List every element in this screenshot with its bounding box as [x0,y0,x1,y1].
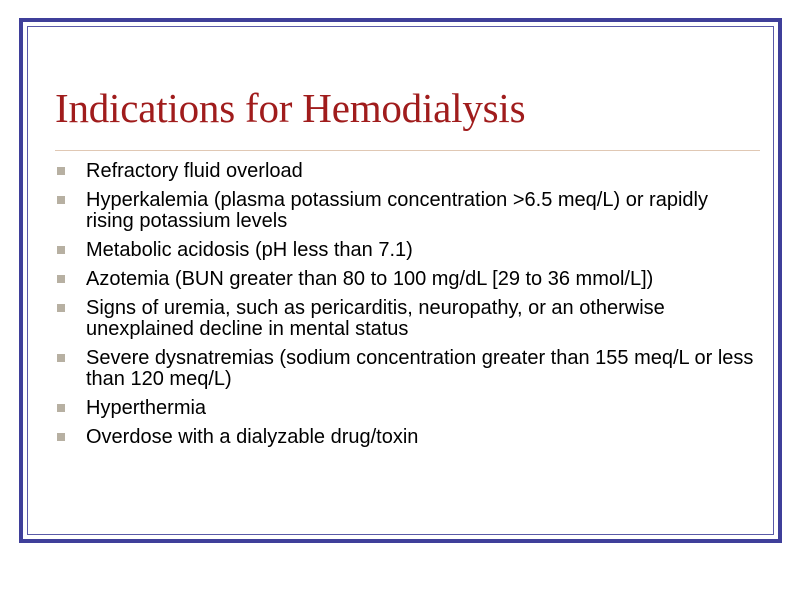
bullet-item [55,348,755,390]
bullet-item [55,427,755,448]
bullet-text: Severe dysnatremias (sodium concentration greater than 155 meq/L or less than 120 meq/L) [86,347,754,390]
bullet-text: Overdose with a dialyzable drug/toxin [86,426,419,448]
bullet-text: Azotemia (BUN greater than 80 to 100 mg/dL [29 to 36 mmol/L]) [86,268,654,290]
square-bullet-icon [57,354,65,362]
square-bullet-icon [57,196,65,204]
bullet-text: Hyperthermia [86,397,207,419]
square-bullet-icon [57,275,65,283]
bullet-text: Signs of uremia, such as pericarditis, neuropathy, or an otherwise unexplained decline in mental status [86,297,665,340]
title-divider [55,150,760,151]
bullet-item [55,240,755,261]
bullet-list [55,161,755,456]
bullet-item [55,298,755,340]
bullet-item [55,398,755,419]
slide-title: Indications for Hemodialysis [55,85,526,131]
square-bullet-icon [57,304,65,312]
bullet-item [55,190,755,232]
bullet-text: Hyperkalemia (plasma potassium concentration >6.5 meq/L) or rapidly rising potassium levels [86,189,708,232]
square-bullet-icon [57,246,65,254]
square-bullet-icon [57,404,65,412]
bullet-text: Metabolic acidosis (pH less than 7.1) [86,239,413,261]
square-bullet-icon [57,433,65,441]
bullet-item [55,269,755,290]
bullet-text: Refractory fluid overload [86,160,303,182]
bullet-item [55,161,755,182]
square-bullet-icon [57,167,65,175]
